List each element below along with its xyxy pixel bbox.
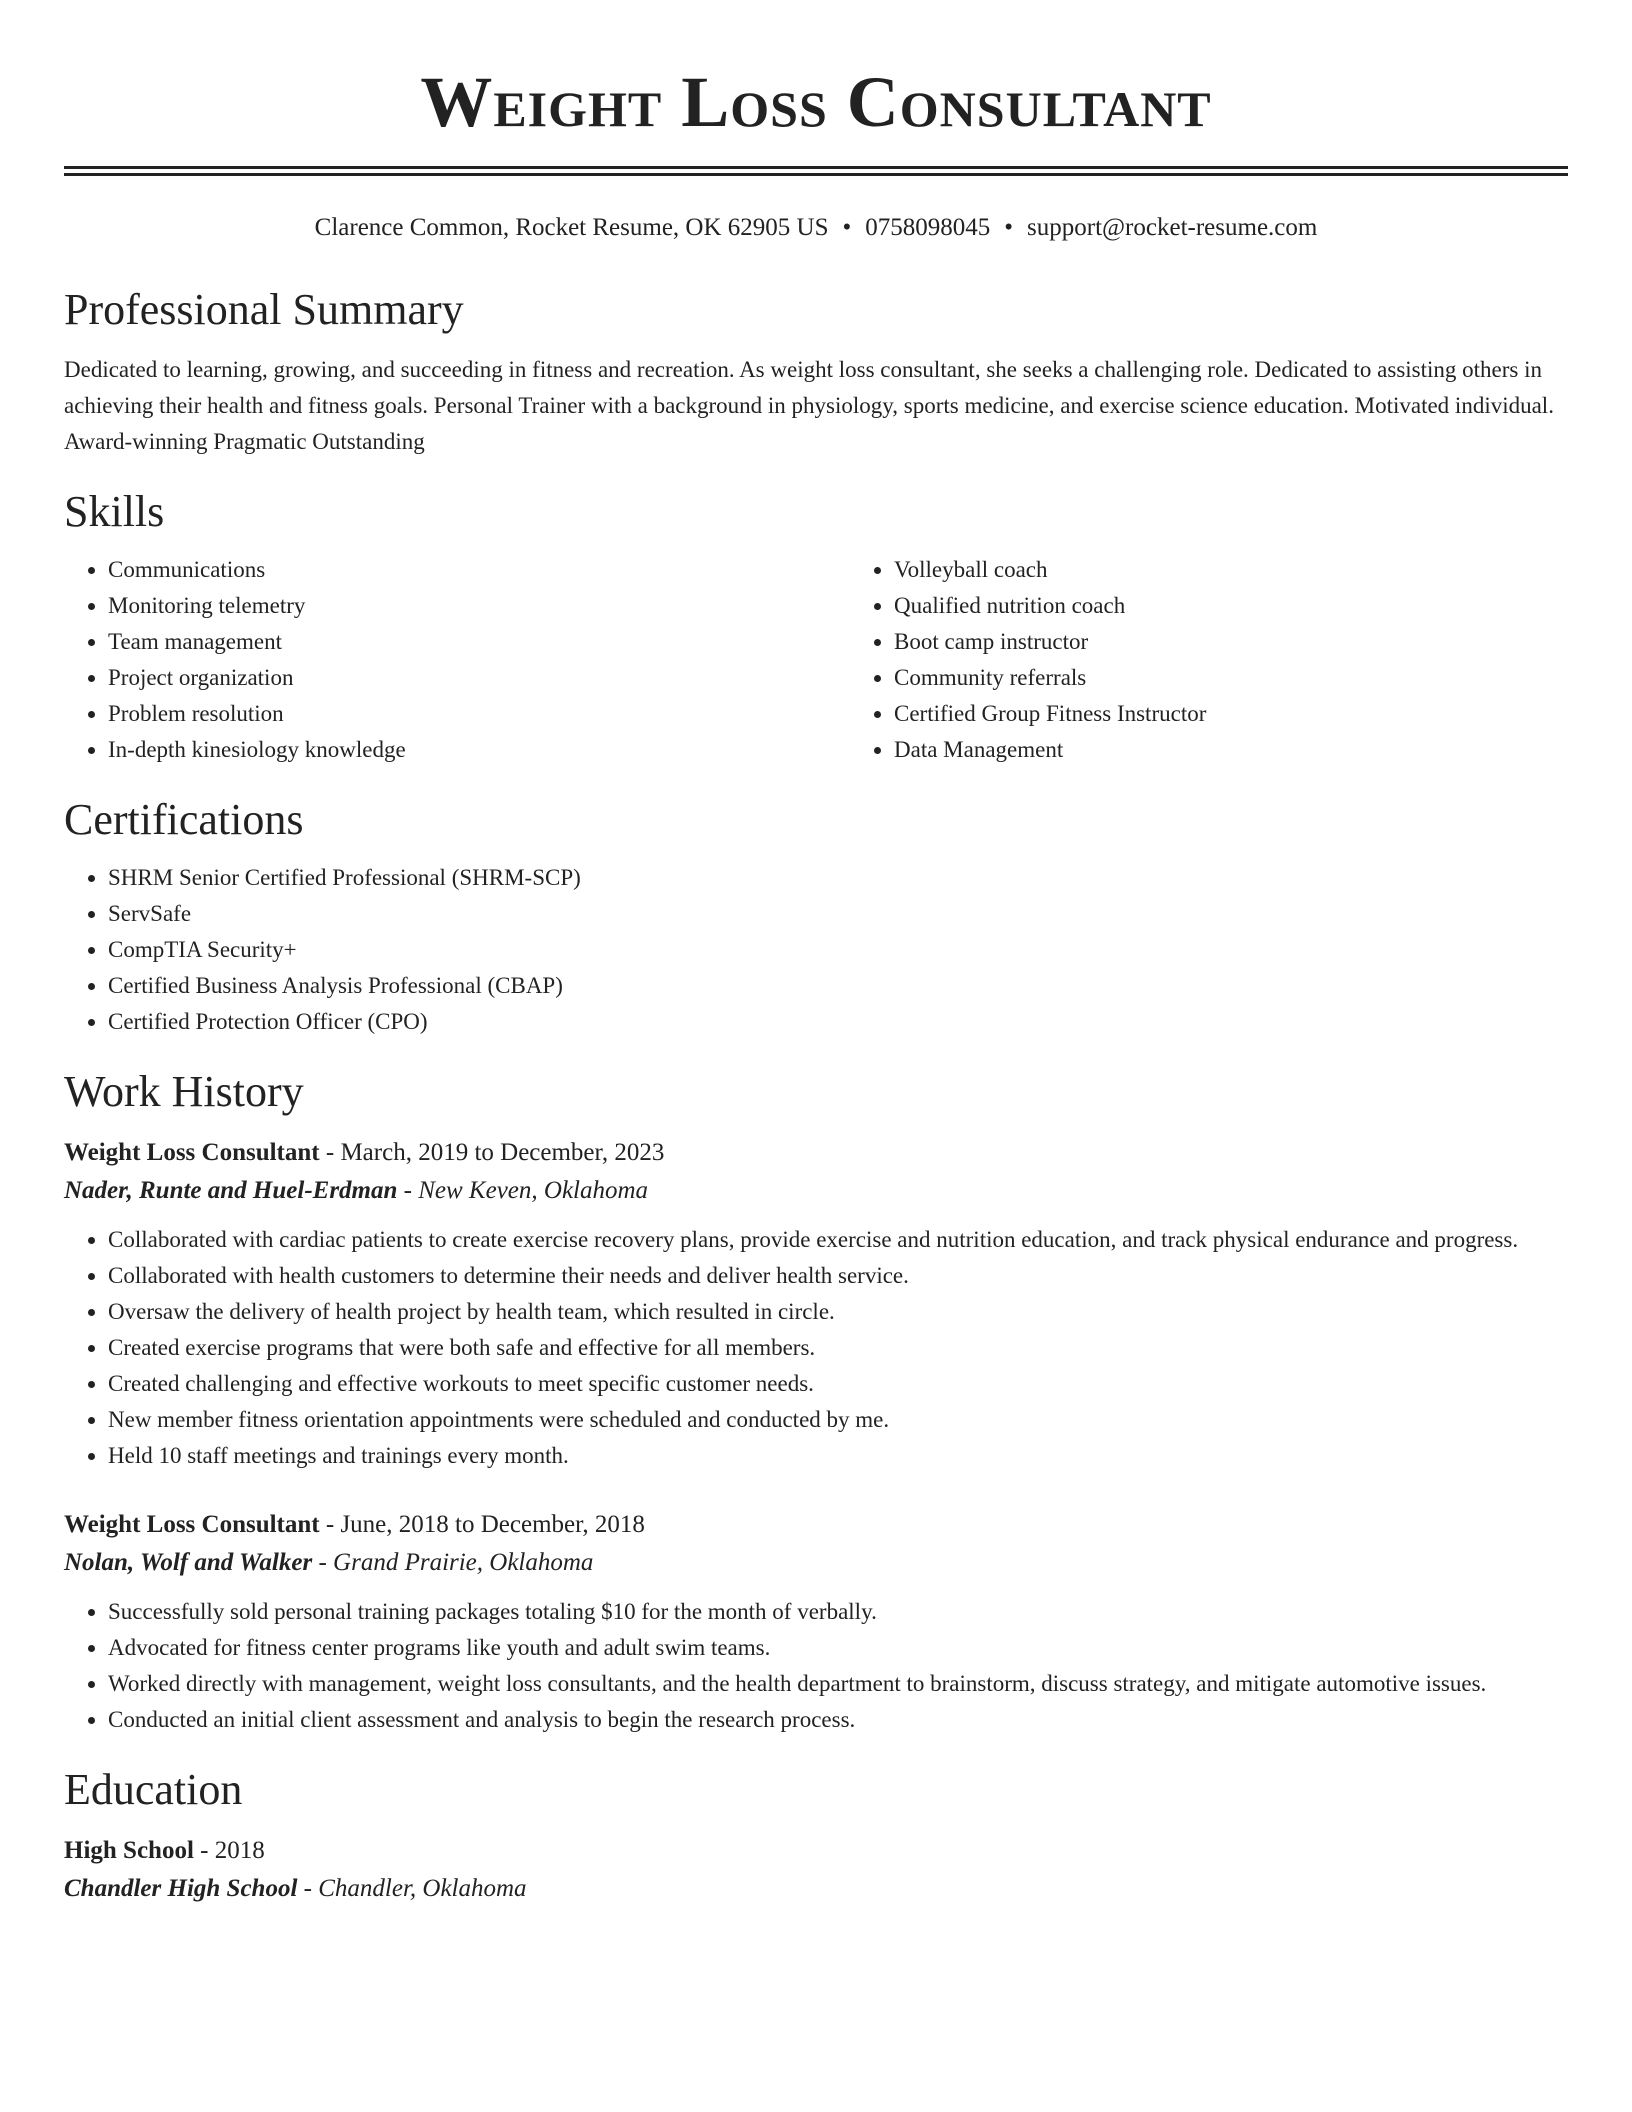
skill-item: • In-depth kinesiology knowledge bbox=[108, 732, 850, 768]
job-bullet: • Created challenging and effective workouts to meet specific customer needs. bbox=[108, 1366, 1568, 1402]
skills-columns bbox=[64, 552, 1568, 768]
contact-address: Clarence Common, Rocket Resume, OK 62905 US bbox=[314, 214, 829, 241]
skill-item: • Volleyball coach bbox=[894, 552, 1632, 588]
education-school-line bbox=[64, 1870, 1568, 1908]
job-bullet: • Collaborated with health customers to determine their needs and deliver health service. bbox=[108, 1258, 1568, 1294]
certification-item: • Certified Protection Officer (CPO) bbox=[108, 1004, 1568, 1040]
skills-left-list bbox=[64, 552, 850, 768]
education-heading: Education bbox=[64, 1765, 243, 1814]
certification-item: • Certified Business Analysis Professional (CBAP) bbox=[108, 968, 1568, 1004]
job-bullet: • Oversaw the delivery of health project by health team, which resulted in circle. bbox=[108, 1294, 1568, 1330]
certification-item: • SHRM Senior Certified Professional (SHRM-SCP) bbox=[108, 860, 1568, 896]
job-location: Grand Prairie, Oklahoma bbox=[333, 1549, 594, 1576]
certification-item: • ServSafe bbox=[108, 896, 1568, 932]
job-bullet: • Conducted an initial client assessment and analysis to begin the research process. bbox=[108, 1702, 1568, 1738]
contact-phone: 0758098045 bbox=[865, 214, 991, 241]
title-divider bbox=[64, 166, 1568, 176]
job-bullet: • New member fitness orientation appointments were scheduled and conducted by me. bbox=[108, 1402, 1568, 1438]
job-bullet: • Successfully sold personal training packages totaling $10 for the month of verbally. bbox=[108, 1594, 1568, 1630]
skill-item: • Monitoring telemetry bbox=[108, 588, 850, 624]
resume-page bbox=[64, 0, 1568, 1908]
job-bullet: • Advocated for fitness center programs like youth and adult swim teams. bbox=[108, 1630, 1568, 1666]
education-year: 2018 bbox=[214, 1837, 265, 1864]
job-title: Weight Loss Consultant bbox=[64, 1139, 320, 1166]
contact-separator: • bbox=[1004, 214, 1014, 241]
dash: - bbox=[303, 1875, 312, 1902]
skills-right-list bbox=[850, 552, 1632, 768]
skill-item: • Communications bbox=[108, 552, 850, 588]
certifications-heading: Certifications bbox=[64, 795, 304, 844]
dash: - bbox=[325, 1511, 335, 1538]
work-history-heading: Work History bbox=[64, 1067, 304, 1116]
job-bullets bbox=[64, 1222, 1568, 1474]
education-school: Chandler High School bbox=[64, 1875, 298, 1902]
dash: - bbox=[200, 1837, 209, 1864]
job-title-line bbox=[64, 1134, 1568, 1172]
skill-item: • Qualified nutrition coach bbox=[894, 588, 1632, 624]
skill-item: • Boot camp instructor bbox=[894, 624, 1632, 660]
job-bullet: • Held 10 staff meetings and trainings every month. bbox=[108, 1438, 1568, 1474]
job-dates: March, 2019 to December, 2023 bbox=[340, 1139, 665, 1166]
dash: - bbox=[325, 1139, 335, 1166]
skills-heading: Skills bbox=[64, 487, 165, 536]
education-degree: High School bbox=[64, 1837, 194, 1864]
skill-item: • Community referrals bbox=[894, 660, 1632, 696]
job-entry bbox=[64, 1506, 1568, 1738]
job-company-line bbox=[64, 1172, 1568, 1210]
contact-separator: • bbox=[842, 214, 852, 241]
skill-item: • Data Management bbox=[894, 732, 1632, 768]
job-company: Nolan, Wolf and Walker bbox=[64, 1549, 313, 1576]
job-bullets bbox=[64, 1594, 1568, 1738]
contact-email: support@rocket-resume.com bbox=[1027, 214, 1318, 241]
job-location: New Keven, Oklahoma bbox=[418, 1177, 649, 1204]
job-entry bbox=[64, 1134, 1568, 1474]
dash: - bbox=[318, 1549, 327, 1576]
education-location: Chandler, Oklahoma bbox=[318, 1875, 527, 1902]
education-degree-line bbox=[64, 1832, 1568, 1870]
certification-item: • CompTIA Security+ bbox=[108, 932, 1568, 968]
dash: - bbox=[403, 1177, 412, 1204]
certifications-section bbox=[64, 794, 1568, 1040]
summary-section bbox=[64, 284, 1568, 460]
skill-item: • Certified Group Fitness Instructor bbox=[894, 696, 1632, 732]
job-title: Weight Loss Consultant bbox=[64, 1511, 320, 1538]
certifications-list bbox=[64, 860, 1568, 1040]
job-bullet: • Worked directly with management, weight loss consultants, and the health department to brainstorm, discuss strategy, and mitigate automotive issues. bbox=[108, 1666, 1568, 1702]
education-section bbox=[64, 1764, 1568, 1908]
job-company: Nader, Runte and Huel-Erdman bbox=[64, 1177, 398, 1204]
work-history-section bbox=[64, 1066, 1568, 1738]
contact-line bbox=[64, 212, 1568, 244]
job-bullet: • Created exercise programs that were both safe and effective for all members. bbox=[108, 1330, 1568, 1366]
skill-item: • Team management bbox=[108, 624, 850, 660]
skill-item: • Project organization bbox=[108, 660, 850, 696]
job-dates: June, 2018 to December, 2018 bbox=[340, 1511, 645, 1538]
skills-section bbox=[64, 486, 1568, 768]
job-title-line bbox=[64, 1506, 1568, 1544]
job-company-line bbox=[64, 1544, 1568, 1582]
resume-title: Weight Loss Consultant bbox=[420, 62, 1212, 142]
summary-text: Dedicated to learning, growing, and succeeding in fitness and recreation. As weight loss consultant, she seeks a challenging role. Dedicated to assisting others in achieving their health and fitness goals. Personal Trainer with a background in physiology, sports medicine, and exercise science education. Motivated individual. Award-winning Pragmatic Outstanding bbox=[64, 357, 1554, 454]
summary-heading: Professional Summary bbox=[64, 285, 464, 334]
skill-item: • Problem resolution bbox=[108, 696, 850, 732]
job-bullet: • Collaborated with cardiac patients to create exercise recovery plans, provide exercise and nutrition education, and track physical endurance and progress. bbox=[108, 1222, 1568, 1258]
